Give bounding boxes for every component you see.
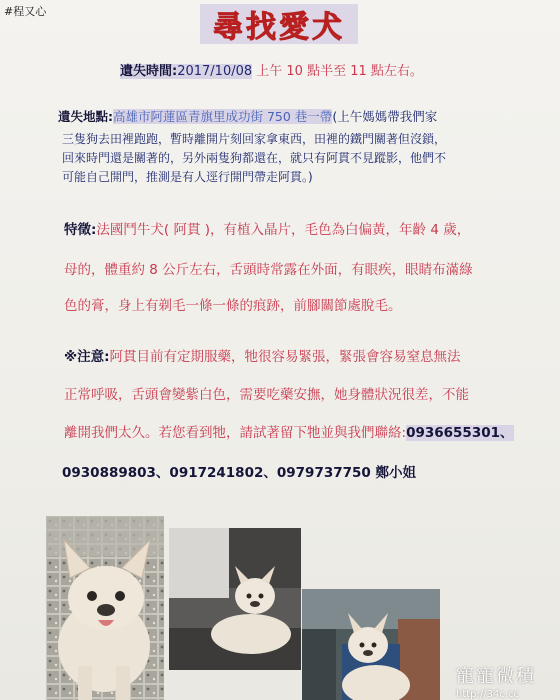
watermark-name: 寵寵微積 <box>456 666 536 687</box>
features-line1 <box>64 218 470 238</box>
lost-location-line4: 可能自己開門，推測是有人逕行開門帶走阿貫。) <box>62 170 313 184</box>
lost-location-line1-tail: (上午媽媽帶我們家 <box>332 109 438 124</box>
lost-time-date: 2017/10/08 <box>177 64 253 79</box>
watermark-url: http://34c.cc <box>456 689 520 700</box>
dog-photo-2 <box>169 528 301 670</box>
features-line2: 母的，體重約 8 公斤左右，舌頭時常露在外面，有眼疾，眼睛布滿綠 <box>64 262 473 278</box>
notice-text3: 離開我們太久。若您看到牠，請試著留下牠並與我們聯絡: <box>64 425 407 441</box>
title-banner <box>200 4 358 44</box>
notice-text1: 阿貫目前有定期服藥，牠很容易緊張，緊張會容易窒息無法 <box>109 349 461 365</box>
dog-photo-2-image <box>169 528 301 670</box>
dog-photo-1 <box>46 516 164 700</box>
dog-photo-3-image <box>302 589 440 700</box>
hashtag-label: #程又心 <box>4 5 47 18</box>
features-text1: 法國鬥牛犬( 阿貫 )，有植入晶片，毛色為白偏黃，年齡 4 歲， <box>96 222 471 238</box>
lost-location-line3: 回來時門還是關著的，另外兩隻狗都還在，就只有阿貫不見蹤影，他們不 <box>62 151 447 165</box>
notice-line1 <box>64 345 461 365</box>
features-line3: 色的膏，身上有剃毛一條一條的痕跡，前腳關節處脫毛。 <box>64 298 402 314</box>
lost-location-address: 高雄市阿蓮區青旗里成功街 750 巷一帶 <box>113 109 333 124</box>
watermark <box>456 662 536 700</box>
contact-phones: 0930889803、0917241802、0979737750 鄭小姐 <box>62 465 416 481</box>
lost-location-line <box>58 107 437 125</box>
features-label: 特徵: <box>64 222 97 238</box>
lost-time-detail: 上午 10 點半至 11 點左右。 <box>256 64 423 79</box>
dog-photo-3 <box>302 589 440 700</box>
lost-time-line <box>120 60 423 79</box>
notice-line3 <box>64 421 514 441</box>
page-title: 尋找愛犬 <box>213 10 345 45</box>
notice-label: ※注意: <box>64 349 110 365</box>
lost-time-label: 遺失時間: <box>120 64 178 79</box>
dog-photo-1-image <box>46 516 164 700</box>
lost-location-line2: 三隻狗去田裡跑跑，暫時離開片刻回家拿東西，田裡的鐵門關著但沒鎖， <box>62 132 447 146</box>
notice-line2: 正常呼吸，舌頭會變紫白色，需要吃藥安撫，她身體狀況很差，不能 <box>64 387 469 403</box>
contact-phone-1: 0936655301、 <box>406 425 514 441</box>
lost-location-label: 遺失地點: <box>58 109 113 124</box>
